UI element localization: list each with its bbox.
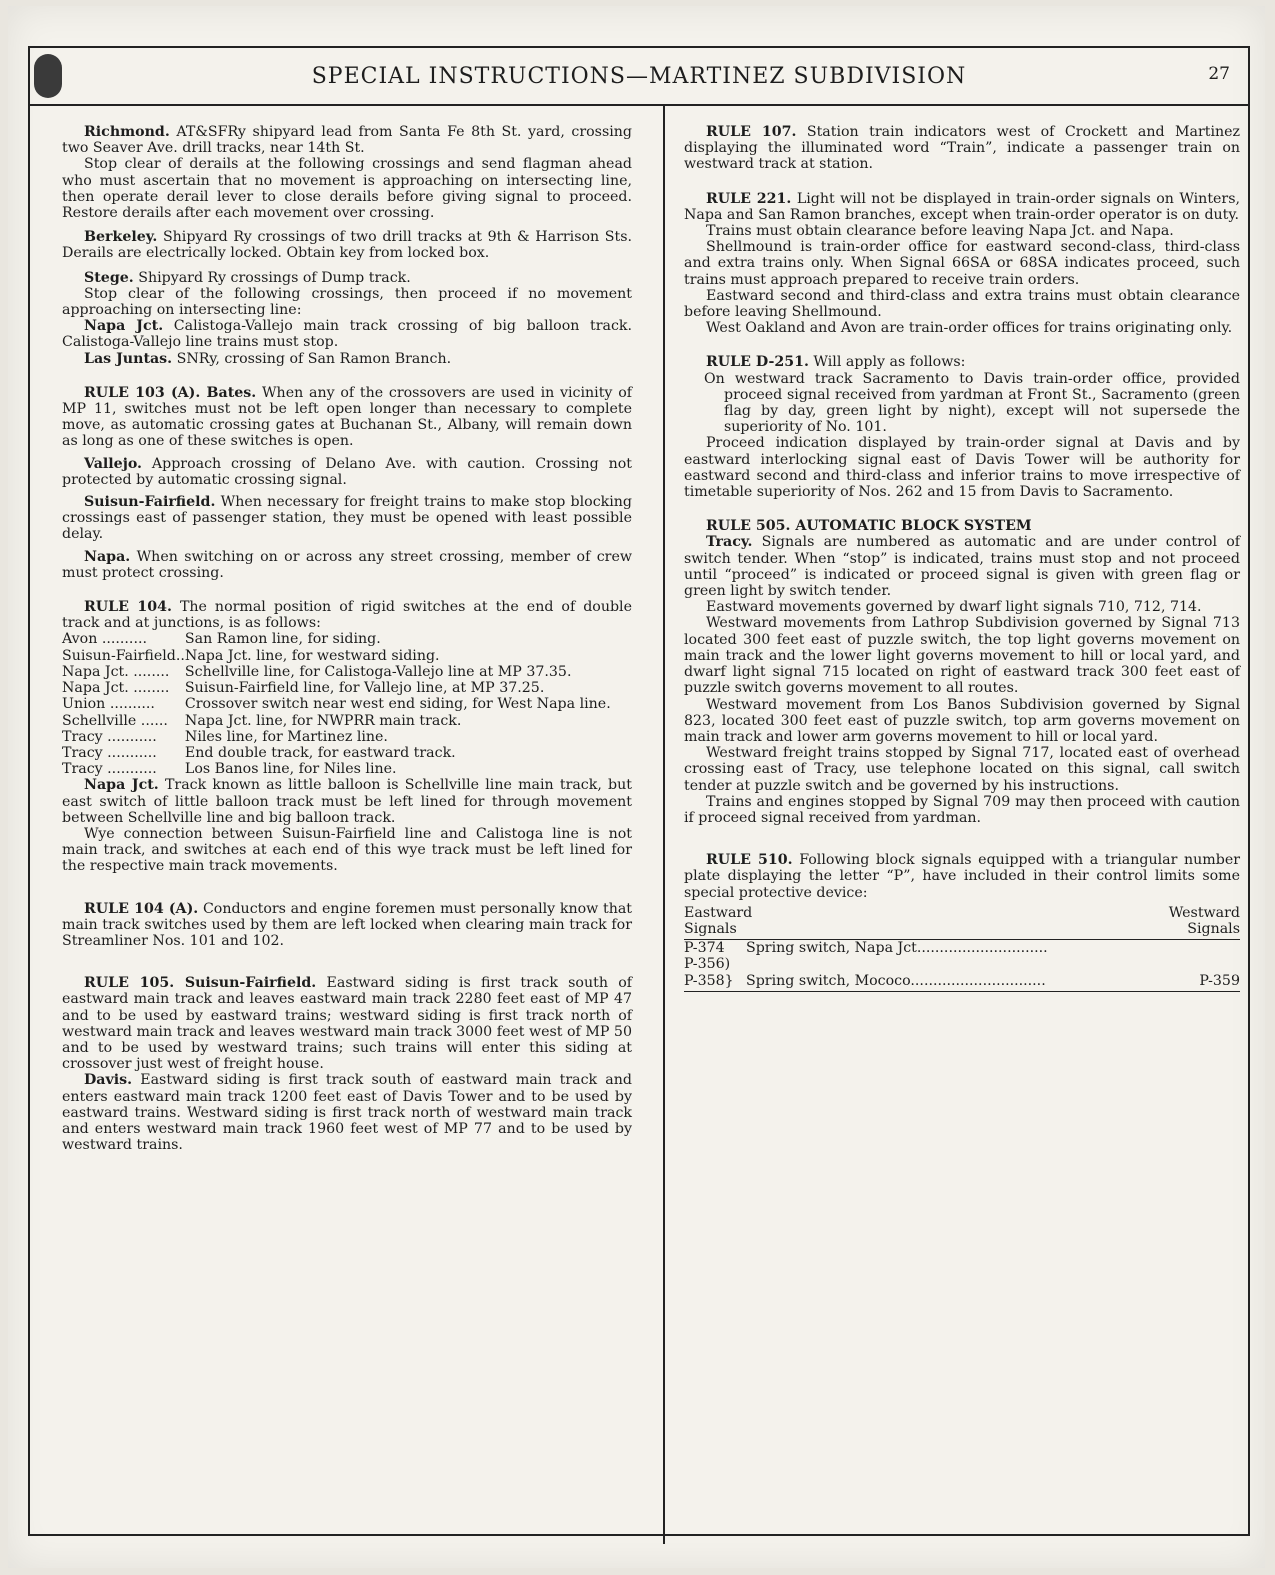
rule-103a: RULE 103 (A). Bates. When any of the crossovers are used in vicinity of MP 11, switches must not be left open longer than necessary to complete move, as automatic crossing gates at Buchanan St., Albany, will remain down as long as one of these switches is open. (62, 384, 632, 450)
rule-105: RULE 105. Suisun-Fairfield. Eastward siding is first track south of eastward main track and leaves eastward main track 2280 feet east of MP 47 and to be used by eastward trains; westward siding is first track north of westward main track and leaves westward main track 3000 feet west of MP 50 and to be used by westward trains; such trains will enter this siding at crossover just west of freight house. (62, 975, 632, 1073)
table-row: Union .......... Crossover switch near west end siding, for West Napa line. (62, 696, 611, 713)
para-signal-709: Trains and engines stopped by Signal 709 may then proceed with caution if proceed signal received from yardman. (684, 793, 1240, 826)
para-lathrop: Westward movements from Lathrop Subdivision governed by Signal 713 located 300 feet east of puzzle switch, the top light governs movement on main track and the lower light governs movement to hill or local yard, and dwarf light signal 715 located on right of eastward track 300 feet east of puzzle switch governs movement to all routes. (684, 615, 1240, 697)
table-row: Tracy ........... End double track, for eastward track. (62, 744, 456, 761)
table-row: Napa Jct. ........ Suisun-Fairfield line, for Vallejo line, at MP 37.25. (62, 680, 545, 697)
para-vallejo: Vallejo. Approach crossing of Delano Ave. with caution. Crossing not protected by automatic crossing signal. (62, 455, 633, 488)
para-d251-westward: On westward track Sacramento to Davis train-order office, provided proceed signal received from yardman at Front St., Sacramento (green flag by day, green light by night), except will not supersede the superiority of No. 101. (704, 370, 1240, 436)
table-row: Tracy ........... Niles line, for Martinez line. (62, 728, 388, 745)
page-header (30, 48, 1248, 106)
table-row: P-374 Spring switch, Napa Jct............................. (684, 940, 1048, 957)
rule-107: RULE 107. Station train indicators west of Crockett and Martinez displaying the illuminated word “Train”, indicate a passenger train on westward track at station. (684, 124, 1241, 173)
para-shellmound: Shellmound is train-order office for eastward second-class, third-class and extra trains only. When Signal 66SA or 68SA indicates proceed, such trains must approach prepared to receive train orders. (684, 239, 1240, 288)
para-napa: Napa. When switching on or across any street crossing, member of crew must protect crossing. (62, 548, 632, 581)
page (8, 6, 1265, 1568)
para-napa-jct: Napa Jct. Calistoga-Vallejo main track crossing of big balloon track. Calistoga-Vallejo line trains must stop. (62, 318, 632, 351)
table-row: P-356) (684, 956, 731, 973)
table-row: Napa Jct. ........ Schellville line, for Calistoga-Vallejo line at MP 37.35. (62, 663, 572, 680)
para-richmond: Richmond. AT&SFRy shipyard lead from Santa Fe 8th St. yard, crossing two Seaver Ave. drill tracks, near 14th St. (62, 124, 632, 157)
westward-signals-header: Westward Signals (1168, 904, 1240, 937)
rule-d251: RULE D-251. Will apply as follows: (706, 354, 966, 371)
para-davis: Davis. Eastward siding is first track south of eastward main track and enters eastward main track 1200 feet east of Davis Tower and to be used by eastward trains. Westward siding is first track north of westward main track and enters westward main track 1960 feet west of MP 77 and to be used by westward trains. (62, 1072, 632, 1154)
page-title: SPECIAL INSTRUCTIONS—MARTINEZ SUBDIVISION (311, 63, 967, 89)
para-tracy: Tracy. Signals are numbered as automatic and are under control of switch tender. When “stop” is indicated, trains must stop and not proceed until “proceed” is indicated or proceed signal is given with green flag or green light by switch tender. (684, 534, 1240, 600)
para-wye: Wye connection between Suisun-Fairfield line and Calistoga line is not main track, and switches at each end of this wye track must be left lined for the respective main track movements. (62, 825, 632, 875)
signals-table-header (684, 905, 1240, 940)
para-napa-clearance: Trains must obtain clearance before leaving Napa Jct. and Napa. (706, 223, 1174, 240)
switch-positions-table (62, 631, 632, 777)
table-row: Suisun-Fairfield.. Napa Jct. line, for westward siding. (62, 647, 440, 664)
para-suisun: Suisun-Fairfield. When necessary for freight trains to make stop blocking crossings east of passenger station, they must be opened with least possible delay. (62, 494, 632, 543)
para-eastward-dwarf: Eastward movements governed by dwarf light signals 710, 712, 714. (706, 599, 1202, 616)
para-napa-jct-balloon: Napa Jct. Track known as little balloon is Schellville line main track, but east switch of little balloon track must be left lined for through movement between Schellville line and big balloon track. (62, 777, 632, 826)
table-row: Avon .......... San Ramon line, for siding. (62, 631, 381, 648)
table-row: Schellville ...... Napa Jct. line, for NWPRR main track. (62, 712, 462, 729)
para-shellmound-clearance: Eastward second and third-class and extra trains must obtain clearance before leaving Shellmound. (684, 287, 1240, 321)
rule-104: RULE 104. The normal position of rigid switches at the end of double track and at junctions, is as follows: (62, 599, 632, 632)
left-column (62, 118, 632, 1153)
page-number: 27 (1208, 64, 1230, 84)
para-d251-proceed: Proceed indication displayed by train-order signal at Davis and by eastward interlocking signal east of Davis Tower will be authority for eastward second and third-class and inferior trains to move irrespective of timetable superiority of Nos. 262 and 15 from Davis to Sacramento. (684, 435, 1240, 501)
para-berkeley: Berkeley. Shipyard Ry crossings of two drill tracks at 9th & Harrison Sts. Derails are electrically locked. Obtain key from locked box. (62, 229, 633, 262)
para-stop-clear: Stop clear of the following crossings, then proceed if no movement approaching on intersecting line: (62, 285, 632, 319)
para-los-banos: Westward movement from Los Banos Subdivision governed by Signal 823, located 300 feet east of puzzle switch, top arm governs movement on main track and lower arm governs movement to hill or local yard. (684, 696, 1240, 745)
para-las-juntas: Las Juntas. SNRy, crossing of San Ramon Branch. (84, 350, 452, 367)
table-row: P-358} Spring switch, Mococo.............................. P-359 (684, 973, 1240, 992)
column-divider (663, 104, 665, 1544)
rule-505: RULE 505. AUTOMATIC BLOCK SYSTEM (706, 518, 1032, 535)
rule-221: RULE 221. Light will not be displayed in train-order signals on Winters, Napa and San Ramon branches, except when train-order operator is on duty. (684, 190, 1240, 223)
para-signal-717: Westward freight trains stopped by Signal 717, located east of overhead crossing east of Tracy, use telephone located on this signal, call switch tender at puzzle switch and be governed by his instructions. (684, 745, 1240, 794)
rule-510: RULE 510. Following block signals equipped with a triangular number plate displaying the letter “P”, have included in their control limits some special protective device: (684, 852, 1241, 901)
para-derails: Stop clear of derails at the following crossings and send flagman ahead who must ascertain that no movement is approaching on intersecting line, then operate derail lever to close derails before giving signal to proceed. Restore derails after each movement over crossing. (62, 156, 632, 222)
para-stege: Stege. Shipyard Ry crossings of Dump track. (84, 269, 411, 286)
eastward-signals-header: Eastward Signals (684, 904, 753, 937)
table-row: Tracy ........... Los Banos line, for Niles line. (62, 761, 397, 778)
rule-104a: RULE 104 (A). Conductors and engine foremen must personally know that main track switches used by them are left locked when clearing main track for Streamliner Nos. 101 and 102. (62, 900, 632, 949)
right-column (684, 118, 1240, 992)
para-west-oakland: West Oakland and Avon are train-order offices for trains originating only. (706, 320, 1233, 337)
